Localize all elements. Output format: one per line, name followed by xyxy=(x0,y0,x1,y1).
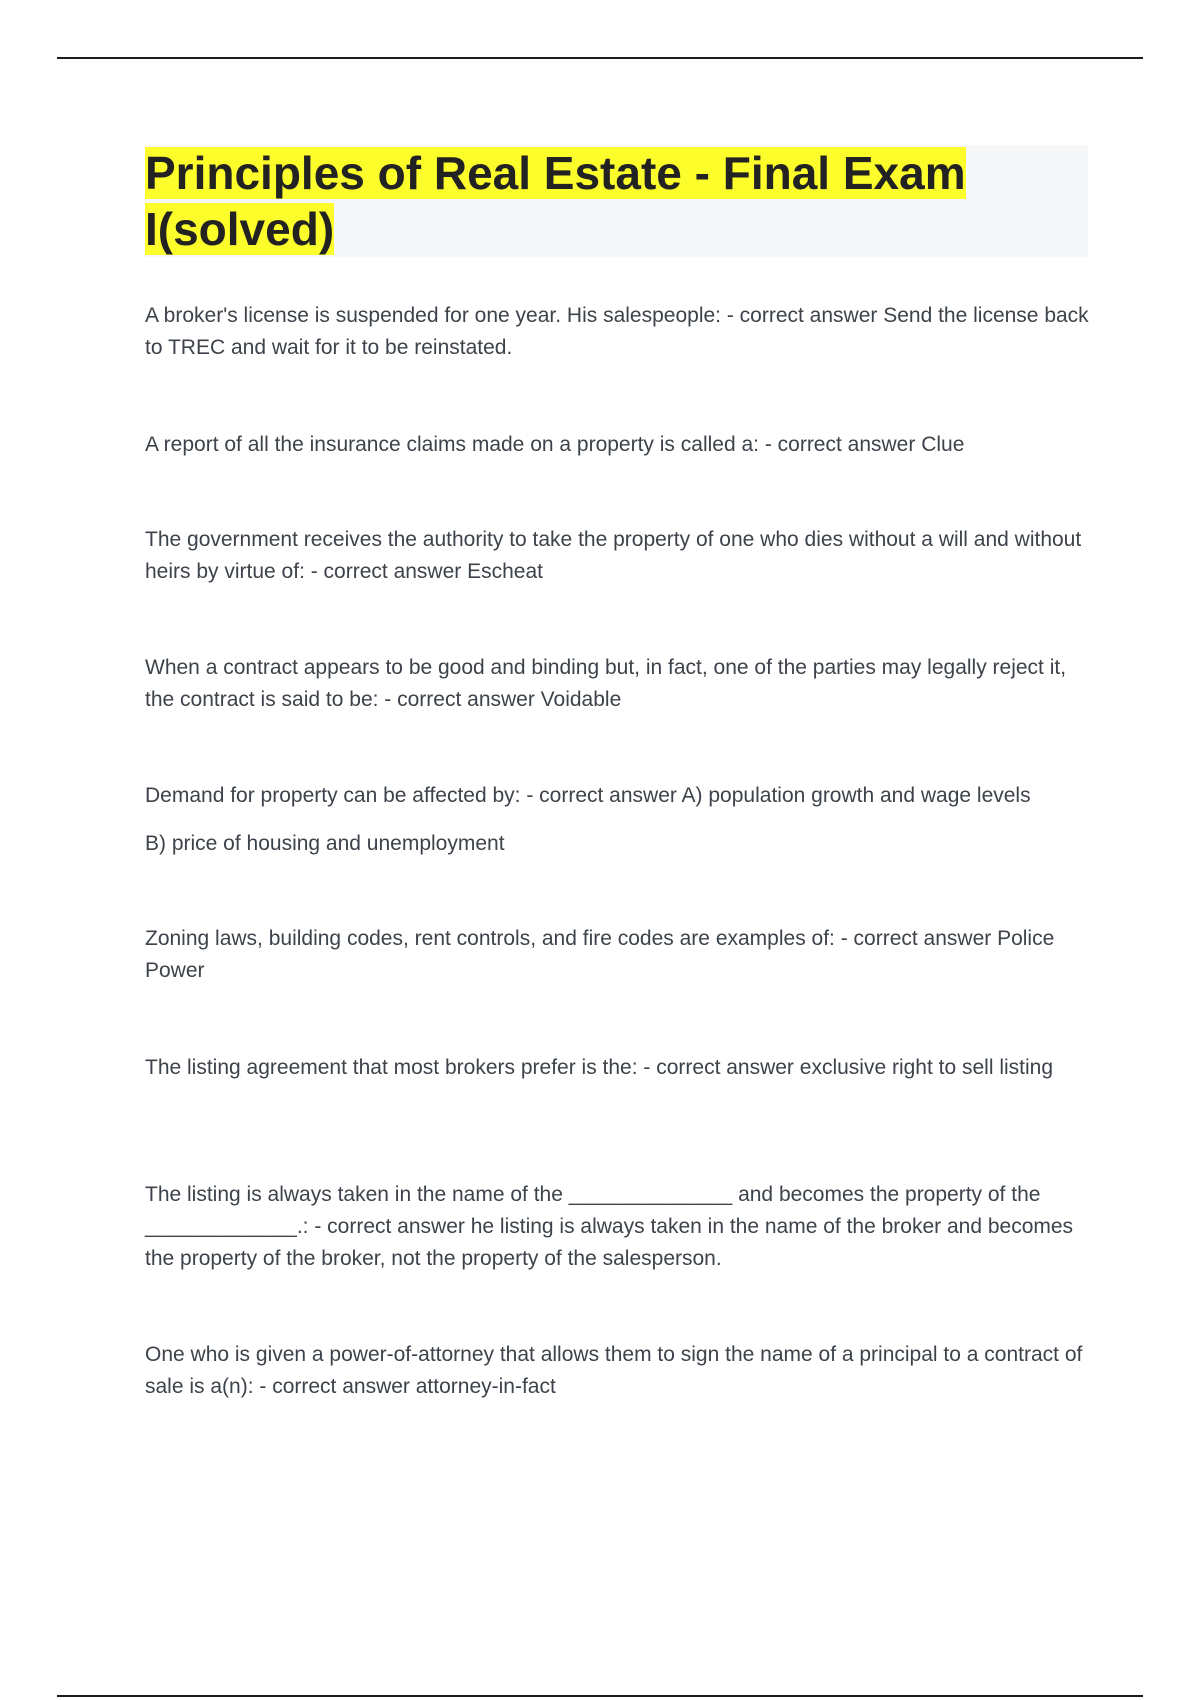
question-text: One who is given a power-of-attorney that allows them to sign the name of a principal to a contract of sale is a(n): - correct answer attorney-in-fact xyxy=(145,1343,1083,1398)
question-text: The listing is always taken in the name of the ______________ and becomes the property of the _____________.: - correct answer he listing is always taken in the name of the broker and becomes the property of the broker, not the property of the salesperson. xyxy=(145,1183,1074,1270)
header-rule xyxy=(57,57,1143,59)
question-item xyxy=(145,1052,1053,1084)
page-title-highlight: Principles of Real Estate - Final Exam I(solved) xyxy=(145,147,966,255)
question-item xyxy=(145,780,1031,860)
question-text: Demand for property can be affected by: - correct answer A) population growth and wage levels xyxy=(145,784,1031,807)
question-text: The listing agreement that most brokers prefer is the: - correct answer exclusive right to sell listing xyxy=(145,1056,1054,1079)
question-text: A report of all the insurance claims made on a property is called a: - correct answer Clue xyxy=(145,433,965,456)
answer-continuation: B) price of housing and unemployment xyxy=(145,832,505,855)
question-text: The government receives the authority to take the property of one who dies without a will and without heirs by virtue of: - correct answer Escheat xyxy=(145,528,1082,583)
title-block xyxy=(145,145,1088,257)
question-item xyxy=(145,300,1095,364)
question-item xyxy=(145,524,1095,588)
question-item xyxy=(145,923,1095,987)
question-item xyxy=(145,1179,1095,1275)
question-text: When a contract appears to be good and binding but, in fact, one of the parties may legally reject it, the contract is said to be: - correct answer Voidable xyxy=(145,656,1067,711)
page-title xyxy=(145,145,1088,257)
question-item xyxy=(145,1339,1095,1403)
question-item xyxy=(145,652,1095,716)
question-item xyxy=(145,429,964,461)
question-text: Zoning laws, building codes, rent controls, and fire codes are examples of: - correct answer Police Power xyxy=(145,927,1055,982)
footer-rule xyxy=(57,1695,1143,1697)
question-text: A broker's license is suspended for one year. His salespeople: - correct answer Send the license back to TREC and wait for it to be reinstated. xyxy=(145,304,1089,359)
